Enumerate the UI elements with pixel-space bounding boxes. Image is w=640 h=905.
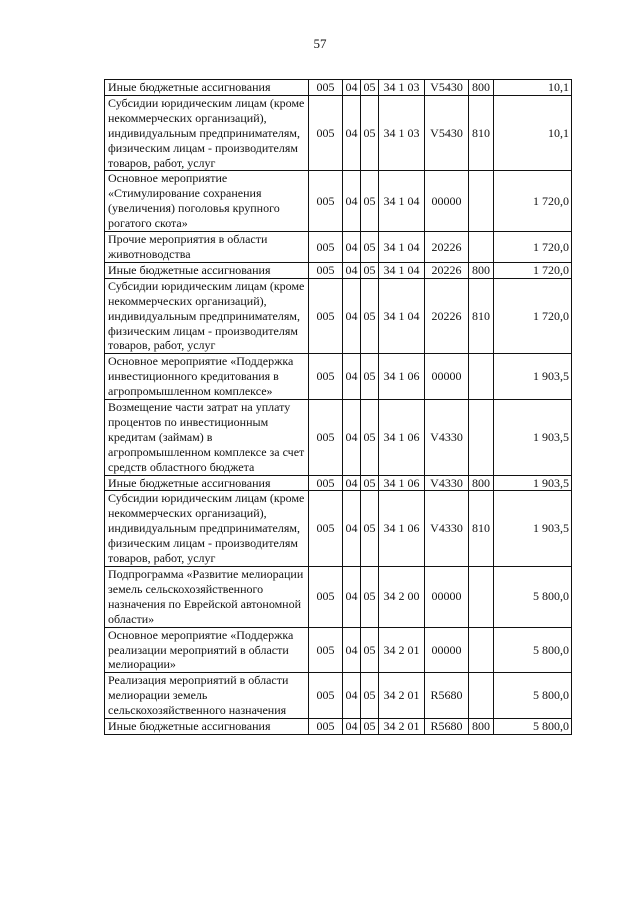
row-expense-type-cell: 810 [469,491,494,567]
row-direction-code-cell: V4330 [425,475,469,491]
row-ministry-code-cell: 005 [309,719,343,735]
row-subsection-code-cell: 05 [361,475,379,491]
row-ministry-code-cell: 005 [309,262,343,278]
row-amount-cell: 10,1 [494,95,572,171]
budget-table-body [105,80,572,735]
row-subsection-code-cell: 05 [361,354,379,400]
row-amount-cell: 1 903,5 [494,491,572,567]
row-program-code-cell: 34 1 06 [379,475,425,491]
row-direction-code-cell: V4330 [425,400,469,476]
row-ministry-code-cell: 005 [309,95,343,171]
row-subsection-code-cell: 05 [361,278,379,354]
row-amount-cell: 1 720,0 [494,232,572,263]
row-amount-cell: 1 903,5 [494,354,572,400]
row-direction-code-cell: 00000 [425,627,469,673]
row-subsection-code-cell: 05 [361,567,379,628]
row-amount-cell: 1 903,5 [494,475,572,491]
table-row [105,673,572,719]
row-section-code-cell: 04 [343,673,361,719]
row-program-code-cell: 34 1 04 [379,171,425,232]
table-row [105,262,572,278]
row-name-cell: Субсидии юридическим лицам (кроме некоммерческих организаций), индивидуальным предпринимателям, физическим лицам - производителям товаров, работ, услуг [105,491,309,567]
row-name-cell: Субсидии юридическим лицам (кроме некоммерческих организаций), индивидуальным предпринимателям, физическим лицам - производителям товаров, работ, услуг [105,278,309,354]
table-row [105,491,572,567]
row-amount-cell: 1 720,0 [494,278,572,354]
table-row [105,567,572,628]
row-program-code-cell: 34 2 01 [379,627,425,673]
row-subsection-code-cell: 05 [361,95,379,171]
table-row [105,400,572,476]
row-name-cell: Субсидии юридическим лицам (кроме некоммерческих организаций), индивидуальным предпринимателям, физическим лицам - производителям товаров, работ, услуг [105,95,309,171]
row-subsection-code-cell: 05 [361,719,379,735]
row-expense-type-cell [469,354,494,400]
row-ministry-code-cell: 005 [309,278,343,354]
row-ministry-code-cell: 005 [309,171,343,232]
row-direction-code-cell: 20226 [425,278,469,354]
table-row [105,627,572,673]
row-program-code-cell: 34 1 06 [379,354,425,400]
row-subsection-code-cell: 05 [361,491,379,567]
table-row [105,80,572,96]
row-section-code-cell: 04 [343,627,361,673]
row-ministry-code-cell: 005 [309,232,343,263]
row-ministry-code-cell: 005 [309,491,343,567]
row-subsection-code-cell: 05 [361,627,379,673]
row-direction-code-cell: 00000 [425,567,469,628]
row-ministry-code-cell: 005 [309,354,343,400]
table-row [105,354,572,400]
row-expense-type-cell [469,232,494,263]
row-direction-code-cell: 20226 [425,232,469,263]
row-name-cell: Иные бюджетные ассигнования [105,719,309,735]
row-section-code-cell: 04 [343,171,361,232]
row-name-cell: Основное мероприятие «Поддержка реализации мероприятий в области мелиорации» [105,627,309,673]
row-subsection-code-cell: 05 [361,262,379,278]
table-row [105,719,572,735]
row-section-code-cell: 04 [343,475,361,491]
row-ministry-code-cell: 005 [309,627,343,673]
row-program-code-cell: 34 1 04 [379,278,425,354]
row-direction-code-cell: 00000 [425,171,469,232]
row-expense-type-cell [469,567,494,628]
row-subsection-code-cell: 05 [361,400,379,476]
row-name-cell: Прочие мероприятия в области животноводства [105,232,309,263]
row-subsection-code-cell: 05 [361,80,379,96]
row-program-code-cell: 34 1 06 [379,400,425,476]
table-row [105,95,572,171]
row-expense-type-cell: 800 [469,262,494,278]
row-name-cell: Возмещение части затрат на уплату процентов по инвестиционным кредитам (займам) в агропромышленном комплексе за счет средств областного бюджета [105,400,309,476]
row-program-code-cell: 34 1 04 [379,262,425,278]
row-section-code-cell: 04 [343,567,361,628]
row-section-code-cell: 04 [343,719,361,735]
row-direction-code-cell: 20226 [425,262,469,278]
row-expense-type-cell: 800 [469,475,494,491]
row-expense-type-cell [469,627,494,673]
row-program-code-cell: 34 1 04 [379,232,425,263]
row-ministry-code-cell: 005 [309,567,343,628]
row-ministry-code-cell: 005 [309,80,343,96]
row-section-code-cell: 04 [343,95,361,171]
row-program-code-cell: 34 2 01 [379,719,425,735]
row-amount-cell: 5 800,0 [494,673,572,719]
row-name-cell: Иные бюджетные ассигнования [105,262,309,278]
row-name-cell: Основное мероприятие «Стимулирование сохранения (увеличения) поголовья крупного рогатого скота» [105,171,309,232]
row-subsection-code-cell: 05 [361,232,379,263]
row-ministry-code-cell: 005 [309,673,343,719]
row-ministry-code-cell: 005 [309,400,343,476]
table-row [105,475,572,491]
row-program-code-cell: 34 2 00 [379,567,425,628]
row-section-code-cell: 04 [343,232,361,263]
row-ministry-code-cell: 005 [309,475,343,491]
row-name-cell: Подпрограмма «Развитие мелиорации земель сельскохозяйственного назначения по Еврейской автономной области» [105,567,309,628]
row-section-code-cell: 04 [343,354,361,400]
row-program-code-cell: 34 2 01 [379,673,425,719]
row-amount-cell: 5 800,0 [494,719,572,735]
row-section-code-cell: 04 [343,491,361,567]
row-direction-code-cell: V5430 [425,95,469,171]
row-direction-code-cell: V5430 [425,80,469,96]
row-program-code-cell: 34 1 03 [379,80,425,96]
row-name-cell: Иные бюджетные ассигнования [105,80,309,96]
row-amount-cell: 1 903,5 [494,400,572,476]
row-amount-cell: 5 800,0 [494,567,572,628]
row-section-code-cell: 04 [343,80,361,96]
row-name-cell: Реализация мероприятий в области мелиорации земель сельскохозяйственного назначения [105,673,309,719]
row-section-code-cell: 04 [343,400,361,476]
row-amount-cell: 5 800,0 [494,627,572,673]
row-expense-type-cell: 800 [469,719,494,735]
table-row [105,278,572,354]
row-expense-type-cell [469,400,494,476]
row-name-cell: Основное мероприятие «Поддержка инвестиционного кредитования в агропромышленном комплексе» [105,354,309,400]
row-section-code-cell: 04 [343,278,361,354]
table-row [105,171,572,232]
row-amount-cell: 10,1 [494,80,572,96]
row-program-code-cell: 34 1 03 [379,95,425,171]
table-row [105,232,572,263]
row-section-code-cell: 04 [343,262,361,278]
row-subsection-code-cell: 05 [361,673,379,719]
row-expense-type-cell [469,673,494,719]
row-expense-type-cell: 800 [469,80,494,96]
row-direction-code-cell: 00000 [425,354,469,400]
row-expense-type-cell [469,171,494,232]
row-amount-cell: 1 720,0 [494,262,572,278]
row-expense-type-cell: 810 [469,95,494,171]
page-number: 57 [313,36,327,51]
row-expense-type-cell: 810 [469,278,494,354]
row-direction-code-cell: R5680 [425,673,469,719]
budget-table [104,79,572,735]
row-direction-code-cell: V4330 [425,491,469,567]
row-name-cell: Иные бюджетные ассигнования [105,475,309,491]
row-subsection-code-cell: 05 [361,171,379,232]
row-direction-code-cell: R5680 [425,719,469,735]
row-program-code-cell: 34 1 06 [379,491,425,567]
row-amount-cell: 1 720,0 [494,171,572,232]
